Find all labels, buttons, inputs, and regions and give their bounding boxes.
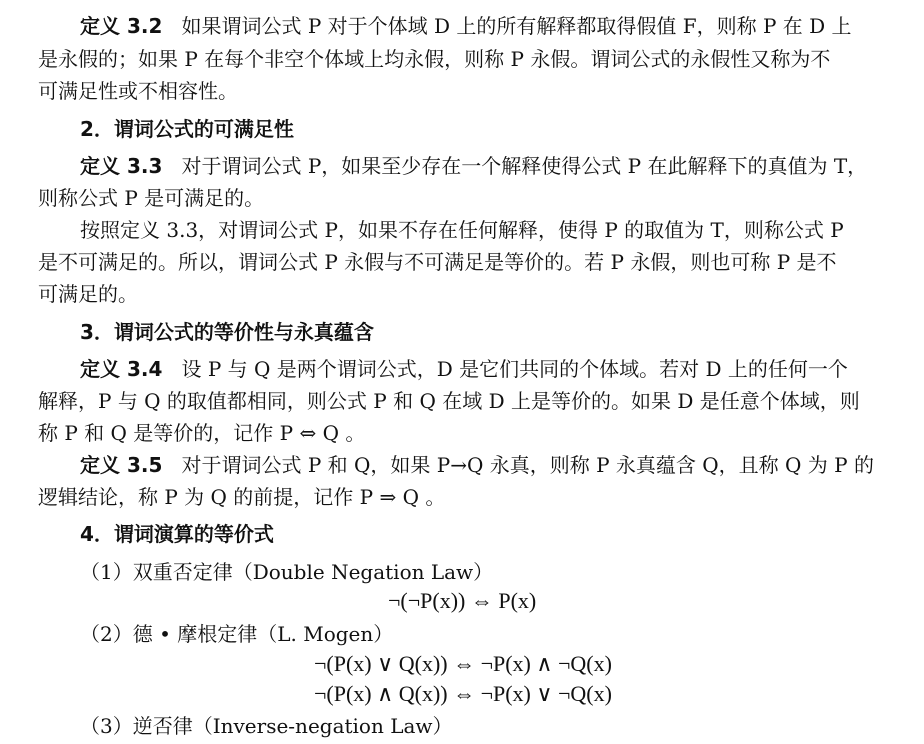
def34-text1: 设 P 与 Q 是两个谓词公式，D 是它们共同的个体域。若对 D 上的任何一个 — [181, 357, 848, 381]
def34-line1 — [80, 355, 848, 383]
def34-line3: 称 P 和 Q 是等价的，记作 P ⇔ Q 。 — [38, 421, 366, 445]
def35-label: 定义 3.5 — [80, 453, 163, 477]
para33-line1: 按照定义 3.3，对谓词公式 P，如果不存在任何解释，使得 P 的取值为 T，则称公式 P — [80, 218, 844, 242]
law2-formula2: ¬(P(x) ∧ Q(x)) ⇔ ¬P(x) ∨ ¬Q(x) — [314, 681, 612, 706]
law2-title: （2）德 • 摩根定律（L. Mogen） — [80, 622, 394, 646]
def34-line2: 解释，P 与 Q 的取值都相同，则公式 P 和 Q 在域 D 上是等价的。如果 D 是任意个体域，则 — [38, 389, 860, 413]
def33-line2: 则称公式 P 是可满足的。 — [38, 186, 265, 210]
def35-text1: 对于谓词公式 P 和 Q，如果 P→Q 永真，则称 P 永真蕴含 Q，且称 Q 为 P 的 — [181, 453, 874, 477]
law3-title: （3）逆否律（Inverse-negation Law） — [80, 714, 453, 738]
def34-label: 定义 3.4 — [80, 357, 163, 381]
section3-heading: 3．谓词公式的等价性与永真蕴含 — [80, 320, 374, 344]
def32-label: 定义 3.2 — [80, 14, 163, 38]
def33-text1: 对于谓词公式 P，如果至少存在一个解释使得公式 P 在此解释下的真值为 T， — [181, 154, 868, 178]
def32-line3: 可满足性或不相容性。 — [38, 79, 238, 103]
def32-line1 — [80, 12, 888, 40]
def32-line2: 是永假的；如果 P 在每个非空个体域上均永假，则称 P 永假。谓词公式的永假性又称为不 — [38, 47, 831, 71]
section4-heading: 4．谓词演算的等价式 — [80, 522, 274, 546]
def33-line1 — [80, 152, 867, 180]
def35-line1 — [80, 451, 874, 479]
law1-title: （1）双重否定律（Double Negation Law） — [80, 560, 494, 584]
def32-text1: 如果谓词公式 P 对于个体域 D 上的所有解释都取得假值 F，则称 P 在 D 上 — [181, 14, 852, 38]
para33-line3: 可满足的。 — [38, 282, 138, 306]
section2-heading: 2．谓词公式的可满足性 — [80, 117, 294, 141]
law1-formula: ¬(¬P(x)) ⇔ P(x) — [388, 588, 537, 613]
def33-label: 定义 3.3 — [80, 154, 163, 178]
law2-formula1: ¬(P(x) ∨ Q(x)) ⇔ ¬P(x) ∧ ¬Q(x) — [314, 651, 612, 676]
def35-line2: 逻辑结论，称 P 为 Q 的前提，记作 P ⇒ Q 。 — [38, 485, 446, 509]
para33-line2: 是不可满足的。所以，谓词公式 P 永假与不可满足是等价的。若 P 永假，则也可称 P 是不 — [38, 250, 837, 274]
